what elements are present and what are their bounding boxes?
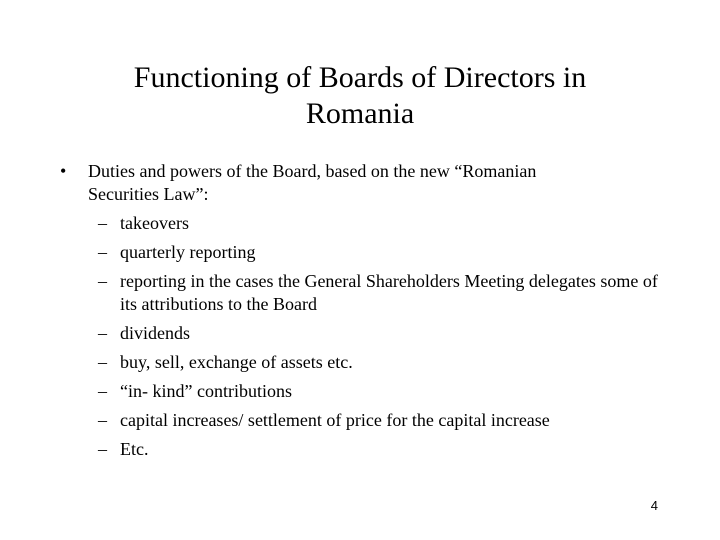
dash-marker: – (98, 323, 107, 343)
page-number: 4 (650, 498, 658, 513)
dash-marker: – (98, 242, 107, 262)
list-item (58, 438, 668, 461)
list-item-text: buy, sell, exchange of assets etc. (120, 352, 353, 372)
bullet-text-line-1: Duties and powers of the Board, based on the new “Romanian (88, 161, 537, 181)
list-item-text: takeovers (120, 213, 189, 233)
list-item (58, 270, 668, 316)
dash-marker: – (98, 213, 107, 233)
list-item-text: quarterly reporting (120, 242, 256, 262)
list-item-text: reporting in the cases the General Shareholders Meeting delegates some of its attributions to the Board (120, 271, 658, 314)
dash-marker: – (98, 352, 107, 372)
list-item (58, 322, 668, 345)
list-item-text: “in- kind” contributions (120, 381, 292, 401)
list-item (58, 212, 668, 235)
slide-body (58, 160, 668, 461)
list-item (58, 409, 668, 432)
list-item-text: capital increases/ settlement of price for the capital increase (120, 410, 550, 430)
dash-marker: – (98, 271, 107, 291)
dash-marker: – (98, 381, 107, 401)
list-item (58, 380, 668, 403)
sub-bullet-list (58, 212, 668, 461)
slide-title (60, 60, 660, 132)
main-bullet (58, 160, 668, 206)
dash-marker: – (98, 410, 107, 430)
list-item (58, 351, 668, 374)
list-item-text: dividends (120, 323, 190, 343)
bullet-text-line-2: Securities Law”: (88, 184, 209, 204)
bullet-marker: • (60, 161, 67, 181)
list-item-text: Etc. (120, 439, 149, 459)
title-line-1: Functioning of Boards of Directors in (133, 61, 587, 94)
list-item (58, 241, 668, 264)
title-line-2: Romania (305, 97, 415, 130)
dash-marker: – (98, 439, 107, 459)
